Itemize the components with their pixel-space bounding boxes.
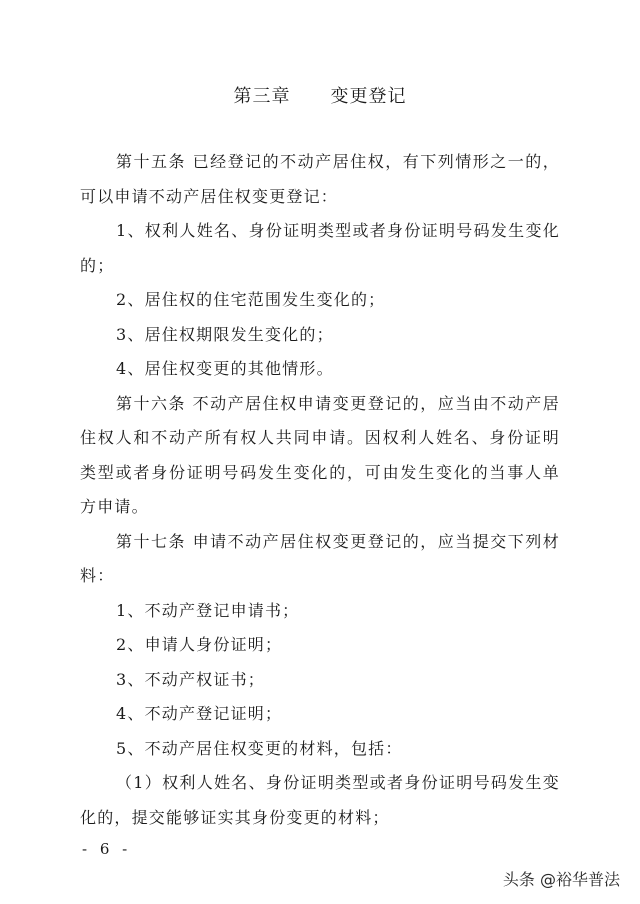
list-item: 1、权利人姓名、身份证明类型或者身份证明号码发生变化的；	[80, 221, 560, 275]
list-item: 5、不动产居住权变更的材料，包括：	[116, 738, 403, 758]
chapter-title: 变更登记	[330, 86, 407, 107]
list-item: 1、不动产登记申请书；	[116, 600, 300, 620]
list-item: （1）权利人姓名、身份证明类型或者身份证明号码发生变化的，提交能够证实其身份变更的材料；	[80, 773, 560, 827]
chapter-number: 第三章	[233, 86, 291, 107]
list-item: 4、不动产登记证明；	[116, 704, 283, 723]
list-item: 2、申请人身份证明；	[116, 635, 283, 654]
article-17: 第十七条 申请不动产居住权变更登记的，应当提交下列材料：	[80, 531, 560, 585]
watermark	[503, 867, 620, 890]
article-16: 第十六条 不动产居住权申请变更登记的，应当由不动产居住权人和不动产所有权人共同申请。因权利人姓名、身份证明类型或者身份证明号码发生变化的，可由发生变化的当事人单方申请。	[80, 393, 560, 516]
watermark-text: 头条 @裕华普法	[502, 870, 620, 889]
list-item: 3、居住权期限发生变化的；	[116, 324, 334, 344]
page-number: - 6 -	[82, 840, 132, 858]
chapter-heading	[0, 82, 640, 108]
article-15: 第十五条 已经登记的不动产居住权，有下列情形之一的，可以申请不动产居住权变更登记：	[80, 152, 560, 206]
list-item: 4、居住权变更的其他情形。	[116, 359, 334, 378]
document-body	[80, 145, 560, 835]
list-item: 3、不动产权证书；	[116, 669, 265, 689]
list-item: 2、居住权的住宅范围发生变化的；	[116, 290, 386, 309]
